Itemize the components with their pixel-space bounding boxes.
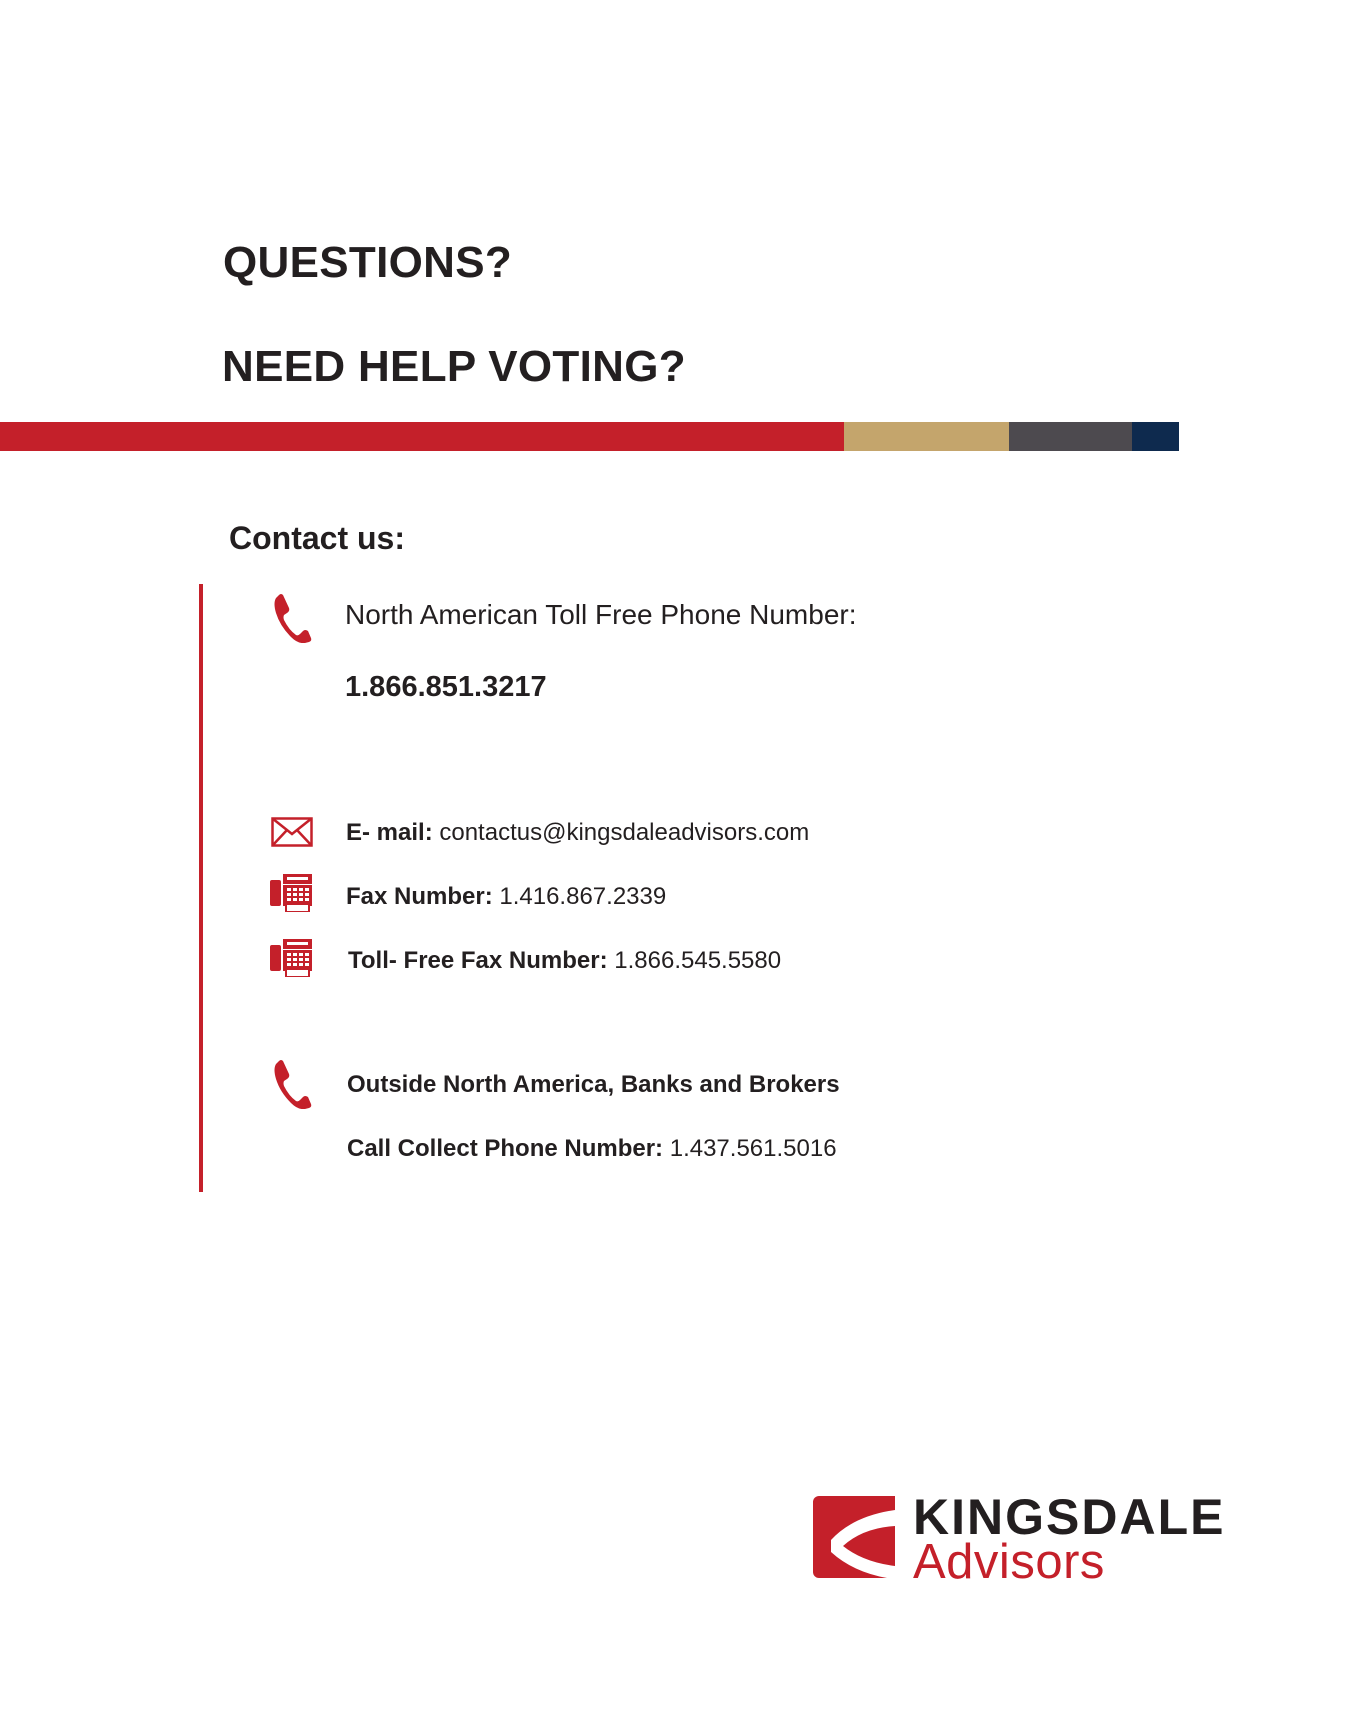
- email-line: [346, 819, 809, 847]
- logo-wordmark-advisors: Advisors: [913, 1535, 1105, 1589]
- contact-title: Contact us:: [229, 520, 405, 556]
- call-collect-line: [347, 1135, 837, 1163]
- email-label: E- mail:: [346, 819, 433, 846]
- fax-value[interactable]: 1.416.867.2339: [499, 883, 667, 910]
- band-gold: [844, 422, 1009, 451]
- toll-free-fax-line: [348, 947, 781, 975]
- toll-free-label: North American Toll Free Phone Number:: [345, 599, 857, 630]
- fax-line: [346, 883, 666, 911]
- band-navy: [1132, 422, 1179, 451]
- vertical-rule: [199, 584, 203, 1192]
- fax-icon: [270, 939, 312, 977]
- call-collect-label: Call Collect Phone Number:: [347, 1135, 664, 1162]
- toll-free-fax-value[interactable]: 1.866.545.5580: [614, 947, 782, 974]
- heading-need-help-voting: NEED HELP VOTING?: [222, 342, 686, 391]
- band-gray: [1009, 422, 1132, 451]
- kingsdale-logo-mark: [813, 1496, 895, 1583]
- call-collect-value[interactable]: 1.437.561.5016: [669, 1135, 837, 1162]
- toll-free-number[interactable]: 1.866.851.3217: [345, 671, 547, 703]
- fax-icon: [270, 874, 312, 912]
- toll-free-fax-label: Toll- Free Fax Number:: [348, 947, 608, 974]
- band-red: [0, 422, 844, 451]
- logo-wordmark-kingsdale: KINGSDALE: [913, 1489, 1226, 1545]
- envelope-icon: [271, 817, 313, 847]
- phone-icon: [272, 593, 312, 643]
- phone-icon: [272, 1059, 312, 1109]
- email-value[interactable]: contactus@kingsdaleadvisors.com: [439, 819, 810, 846]
- fax-label: Fax Number:: [346, 883, 493, 910]
- heading-questions: QUESTIONS?: [223, 238, 513, 287]
- outside-title: Outside North America, Banks and Brokers: [347, 1071, 840, 1098]
